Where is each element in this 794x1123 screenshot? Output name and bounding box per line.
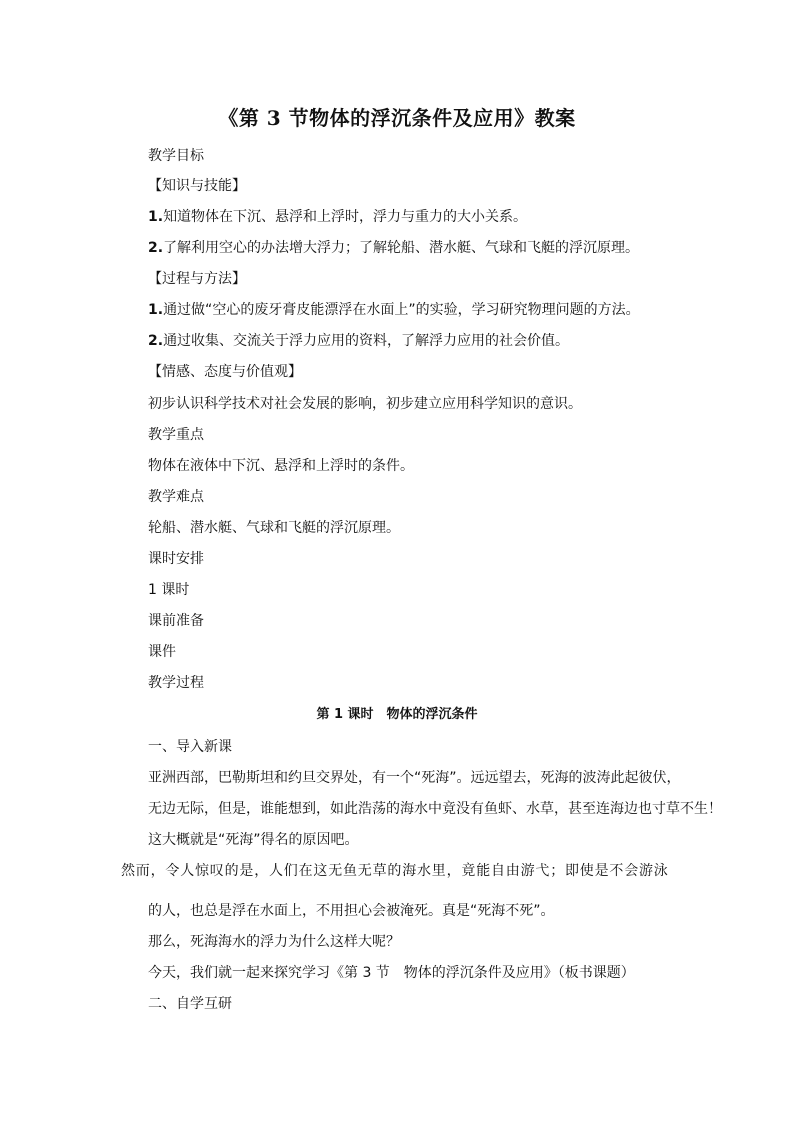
item-number: 2. xyxy=(148,333,164,349)
document-title: 《第 3 节物体的浮沉条件及应用》教案 xyxy=(218,106,576,130)
process-item-1 xyxy=(148,300,640,320)
teaching-process-heading: 教学过程 xyxy=(148,675,204,691)
paragraph-3: 那么，死海海水的浮力为什么这样大呢？ xyxy=(148,934,400,950)
knowledge-heading: 【知识与技能】 xyxy=(148,178,246,194)
process-item-2 xyxy=(148,331,569,351)
paragraph-1-line-1: 亚洲西部，巴勒斯坦和约旦交界处，有一个“死海”。远远望去，死海的波涛此起彼伏， xyxy=(148,770,681,786)
item-text: 通过收集、交流关于浮力应用的资料，了解浮力应用的社会价值。 xyxy=(163,333,570,349)
section-heading-2: 二、自学互研 xyxy=(148,996,232,1012)
process-method-heading: 【过程与方法】 xyxy=(148,271,246,287)
section-heading-1: 一、导入新课 xyxy=(148,739,232,755)
paragraph-2-line-2: 的人，也总是浮在水面上，不用担心会被淹死。真是“死海不死”。 xyxy=(148,903,555,919)
paragraph-4: 今天，我们就一起来探究学习《第 3 节 物体的浮沉条件及应用》（板书课题） xyxy=(148,965,635,981)
knowledge-item-2 xyxy=(148,238,639,258)
paragraph-1-line-3: 这大概就是“死海”得名的原因吧。 xyxy=(148,832,359,848)
item-number: 1. xyxy=(148,302,164,318)
item-text: 了解利用空心的办法增大浮力；了解轮船、潜水艇、气球和飞艇的浮沉原理。 xyxy=(163,240,640,256)
key-points-text: 物体在液体中下沉、悬浮和上浮时的条件。 xyxy=(148,458,414,474)
difficulty-text: 轮船、潜水艇、气球和飞艇的浮沉原理。 xyxy=(148,520,400,536)
lesson-title: 第 1 课时 物体的浮沉条件 xyxy=(316,707,478,722)
paragraph-2-line-1: 然而，令人惊叹的是，人们在这无鱼无草的海水里，竟能自由游弋；即使是不会游泳 xyxy=(121,863,669,879)
emotion-text: 初步认识科学技术对社会发展的影响，初步建立应用科学知识的意识。 xyxy=(148,396,582,412)
schedule-heading: 课时安排 xyxy=(148,551,204,567)
objectives-heading: 教学目标 xyxy=(148,148,204,164)
schedule-text: 1 课时 xyxy=(148,582,190,598)
difficulty-heading: 教学难点 xyxy=(148,489,204,505)
item-number: 1. xyxy=(148,209,164,225)
knowledge-item-1 xyxy=(148,207,527,227)
item-text: 知道物体在下沉、悬浮和上浮时，浮力与重力的大小关系。 xyxy=(163,209,528,225)
preparation-text: 课件 xyxy=(148,644,176,660)
key-points-heading: 教学重点 xyxy=(148,427,204,443)
item-number: 2. xyxy=(148,240,164,256)
paragraph-1-line-2: 无边无际，但是，谁能想到，如此浩荡的海水中竟没有鱼虾、水草，甚至连海边也寸草不生！ xyxy=(148,801,722,817)
preparation-heading: 课前准备 xyxy=(148,613,204,629)
item-text: 通过做“空心的废牙膏皮能漂浮在水面上”的实验，学习研究物理问题的方法。 xyxy=(163,302,640,318)
emotion-heading: 【情感、态度与价值观】 xyxy=(148,364,302,380)
